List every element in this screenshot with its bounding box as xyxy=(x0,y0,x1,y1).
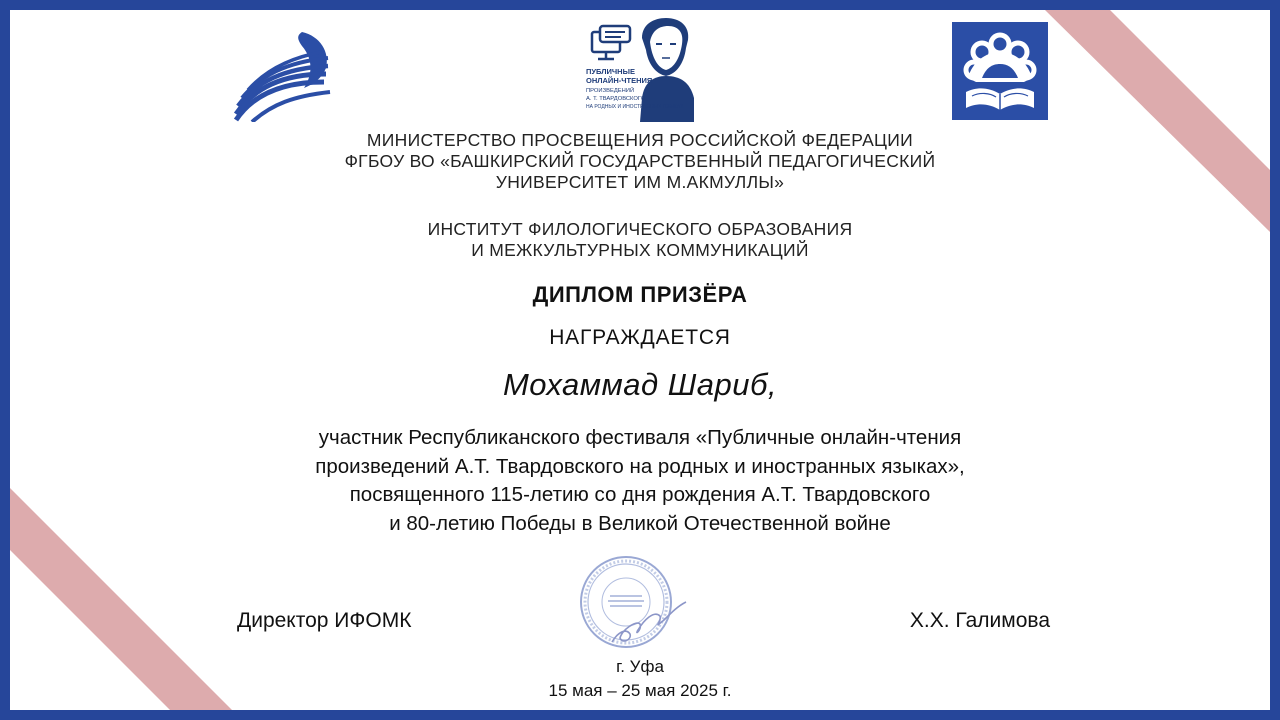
university-line-1: ФГБОУ ВО «БАШКИРСКИЙ ГОСУДАРСТВЕННЫЙ ПЕДАГОГИЧЕСКИЙ xyxy=(344,151,936,171)
festival-logo-line2: ОНЛАЙН-ЧТЕНИЯ xyxy=(586,76,653,85)
ministry-header xyxy=(240,130,1040,193)
issue-dates: 15 мая – 25 мая 2025 г. xyxy=(548,681,732,700)
university-line-2: УНИВЕРСИТЕТ ИМ М.АКМУЛЛЫ» xyxy=(495,172,785,192)
institute-line-2: И МЕЖКУЛЬТУРНЫХ КОММУНИКАЦИЙ xyxy=(471,240,809,260)
issue-place: г. Уфа xyxy=(616,657,664,676)
description-line-1: участник Республиканского фестиваля «Публичные онлайн-чтения xyxy=(318,426,962,449)
institute-logo xyxy=(952,22,1048,120)
festival-logo-line5: НА РОДНЫХ И ИНОСТРАННЫХ ЯЗЫКАХ xyxy=(586,104,684,110)
diploma-title: ДИПЛОМ ПРИЗЁРА xyxy=(532,282,748,307)
description-line-4: и 80-летию Победы в Великой Отечественной войне xyxy=(389,511,891,535)
institute-header xyxy=(240,219,1040,261)
institute-line-1: ИНСТИТУТ ФИЛОЛОГИЧЕСКОГО ОБРАЗОВАНИЯ xyxy=(427,219,853,239)
description-line-3: посвященного 115-летию со дня рождения А.Т. Твардовского xyxy=(349,483,931,506)
festival-logo xyxy=(576,14,704,122)
recipient-name: Мохаммад Шариб, xyxy=(502,367,778,402)
festival-logo-line1: ПУБЛИЧНЫЕ xyxy=(586,67,635,76)
description-line-2: произведений А.Т. Твардовского на родных и иностранных языках», xyxy=(315,454,965,478)
signatory-name: Х.Х. Галимова xyxy=(909,609,1050,632)
awarded-label: НАГРАЖДАЕТСЯ xyxy=(549,326,731,349)
ministry-line: МИНИСТЕРСТВО ПРОСВЕЩЕНИЯ РОССИЙСКОЙ ФЕДЕРАЦИИ xyxy=(366,130,914,150)
university-logo xyxy=(232,26,336,122)
award-description xyxy=(240,424,1040,538)
official-stamp xyxy=(578,550,698,656)
festival-logo-line3: ПРОИЗВЕДЕНИЙ xyxy=(586,88,635,94)
festival-logo-line4: А. Т. ТВАРДОВСКОГО xyxy=(586,96,646,102)
signatory-position: Директор ИФОМК xyxy=(237,609,412,632)
